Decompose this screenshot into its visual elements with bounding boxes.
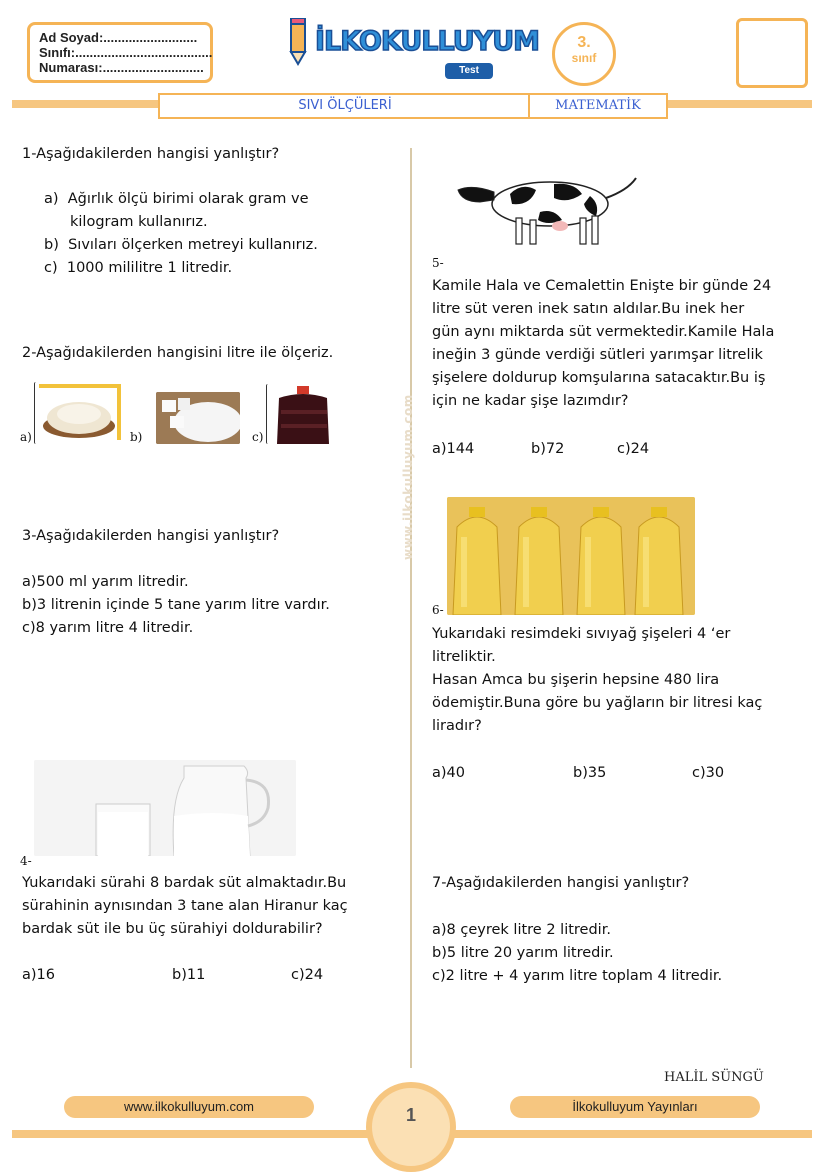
grade-number: 3.: [577, 34, 591, 51]
q6-answer-c: c)30: [692, 765, 725, 781]
q6-line: Yukarıdaki resimdeki sıvıyağ şişeleri 4 ‘er: [432, 626, 731, 642]
name-label: Ad Soyad:..........................: [39, 30, 198, 45]
grade-badge: [552, 22, 616, 86]
q5-line: gün aynı miktarda süt vermektedir.Kamile Hala: [432, 324, 775, 340]
q4-text: [22, 872, 348, 941]
q5-line: ineğin 3 günde verdiği sütleri yarımşar litrelik: [432, 347, 763, 363]
q3-option-a: a)500 ml yarım litredir.: [22, 574, 189, 590]
q1-option-c: 1000 mililitre 1 litredir.: [66, 260, 233, 276]
q1-option-b: Sıvıları ölçerken metreyi kullanırız.: [68, 237, 318, 253]
q5-number: 5-: [432, 256, 444, 270]
q7-option-a: a)8 çeyrek litre 2 litredir.: [432, 922, 611, 938]
q1-option-letter: b): [44, 237, 59, 253]
q1-option-a: Ağırlık ölçü birimi olarak gram ve: [67, 191, 309, 207]
subject-title: SIVI ÖLÇÜLERİ: [158, 93, 532, 119]
q5-answer-c: c)24: [617, 441, 650, 457]
q7-options: [432, 919, 722, 988]
logo: [285, 18, 539, 83]
course-title: MATEMATİK: [528, 93, 668, 119]
q3-options: [22, 571, 330, 640]
q1-options: [44, 188, 318, 280]
grade-label: sınıf: [571, 51, 597, 65]
q1-title: 1-Aşağıdakilerden hangisi yanlıştır?: [22, 146, 280, 162]
q2-label-c: c): [252, 430, 264, 444]
q4-answer-c: c)24: [291, 967, 324, 983]
student-info-box: [27, 22, 213, 83]
q2-title: 2-Aşağıdakilerden hangisini litre ile ölçeriz.: [22, 345, 334, 361]
q5-text: [432, 275, 774, 413]
q6-text: [432, 623, 762, 738]
q6-number: 6-: [432, 603, 444, 617]
q6-line: ödemiştir.Buna göre bu yağların bir litresi kaç: [432, 695, 763, 711]
q6-line: litreliktir.: [432, 649, 496, 665]
q4-line: Yukarıdaki sürahi 8 bardak süt almaktadır.Bu: [22, 875, 347, 891]
column-divider: [410, 148, 412, 1068]
milk-jug-image: [34, 760, 296, 856]
q7-option-c: c)2 litre + 4 yarım litre toplam 4 litredir.: [432, 968, 723, 984]
q6-line: liradır?: [432, 718, 482, 734]
cow-image: [450, 168, 646, 248]
q4-answer-b: b)11: [172, 967, 206, 983]
q5-answer-a: a)144: [432, 441, 475, 457]
pencil-icon: [285, 18, 311, 66]
q6-answer-a: a)40: [432, 765, 465, 781]
q7-option-b: b)5 litre 20 yarım litredir.: [432, 945, 614, 961]
logo-text: İLKOKULLUYUM: [315, 26, 539, 57]
q7-title: 7-Aşağıdakilerden hangisi yanlıştır?: [432, 875, 690, 891]
q1-option-letter: a): [44, 191, 59, 207]
q1-option-letter: c): [44, 260, 58, 276]
q4-answer-a: a)16: [22, 967, 55, 983]
publisher-label: İlkokulluyum Yayınları: [510, 1096, 760, 1118]
logo-badge: Test: [445, 63, 493, 79]
q2-label-a: a): [20, 430, 32, 444]
q5-line: litre süt veren inek satın aldılar.Bu inek her: [432, 301, 745, 317]
q5-answer-b: b)72: [531, 441, 565, 457]
q4-line: bardak süt ile bu üç sürahiyi doldurabilir?: [22, 921, 323, 937]
page-number-circle: [366, 1082, 456, 1172]
q3-option-c: c)8 yarım litre 4 litredir.: [22, 620, 194, 636]
author-name: HALİL SÜNGÜ: [664, 1070, 764, 1085]
q4-number: 4-: [20, 854, 32, 868]
q2-label-b: b): [130, 430, 143, 444]
q3-title: 3-Aşağıdakilerden hangisi yanlıştır?: [22, 528, 280, 544]
page-number: 1: [405, 1105, 416, 1125]
flour-image: [34, 382, 123, 444]
q4-line: sürahinin aynısından 3 tane alan Hiranur kaç: [22, 898, 348, 914]
q5-line: Kamile Hala ve Cemalettin Enişte bir günde 24: [432, 278, 772, 294]
q6-line: Hasan Amca bu şişerin hepsine 480 lira: [432, 672, 720, 688]
oil-bottles-image: [447, 497, 695, 615]
score-box: [736, 18, 808, 88]
watermark: www.ilkokulluyum.com: [401, 394, 415, 560]
number-label: Numarası:............................: [39, 60, 204, 75]
q6-answer-b: b)35: [573, 765, 607, 781]
q3-option-b: b)3 litrenin içinde 5 tane yarım litre vardır.: [22, 597, 330, 613]
sugar-image: [156, 392, 240, 444]
website-link[interactable]: www.ilkokulluyum.com: [64, 1096, 314, 1118]
class-label: Sınıfı:......................................: [39, 45, 213, 60]
q1-option-a-cont: kilogram kullanırız.: [70, 214, 208, 230]
syrup-bottle-image: [266, 384, 339, 444]
q5-line: şişelere doldurup komşularına satacaktır.Bu iş: [432, 370, 766, 386]
q5-line: için ne kadar şişe lazımdır?: [432, 393, 629, 409]
